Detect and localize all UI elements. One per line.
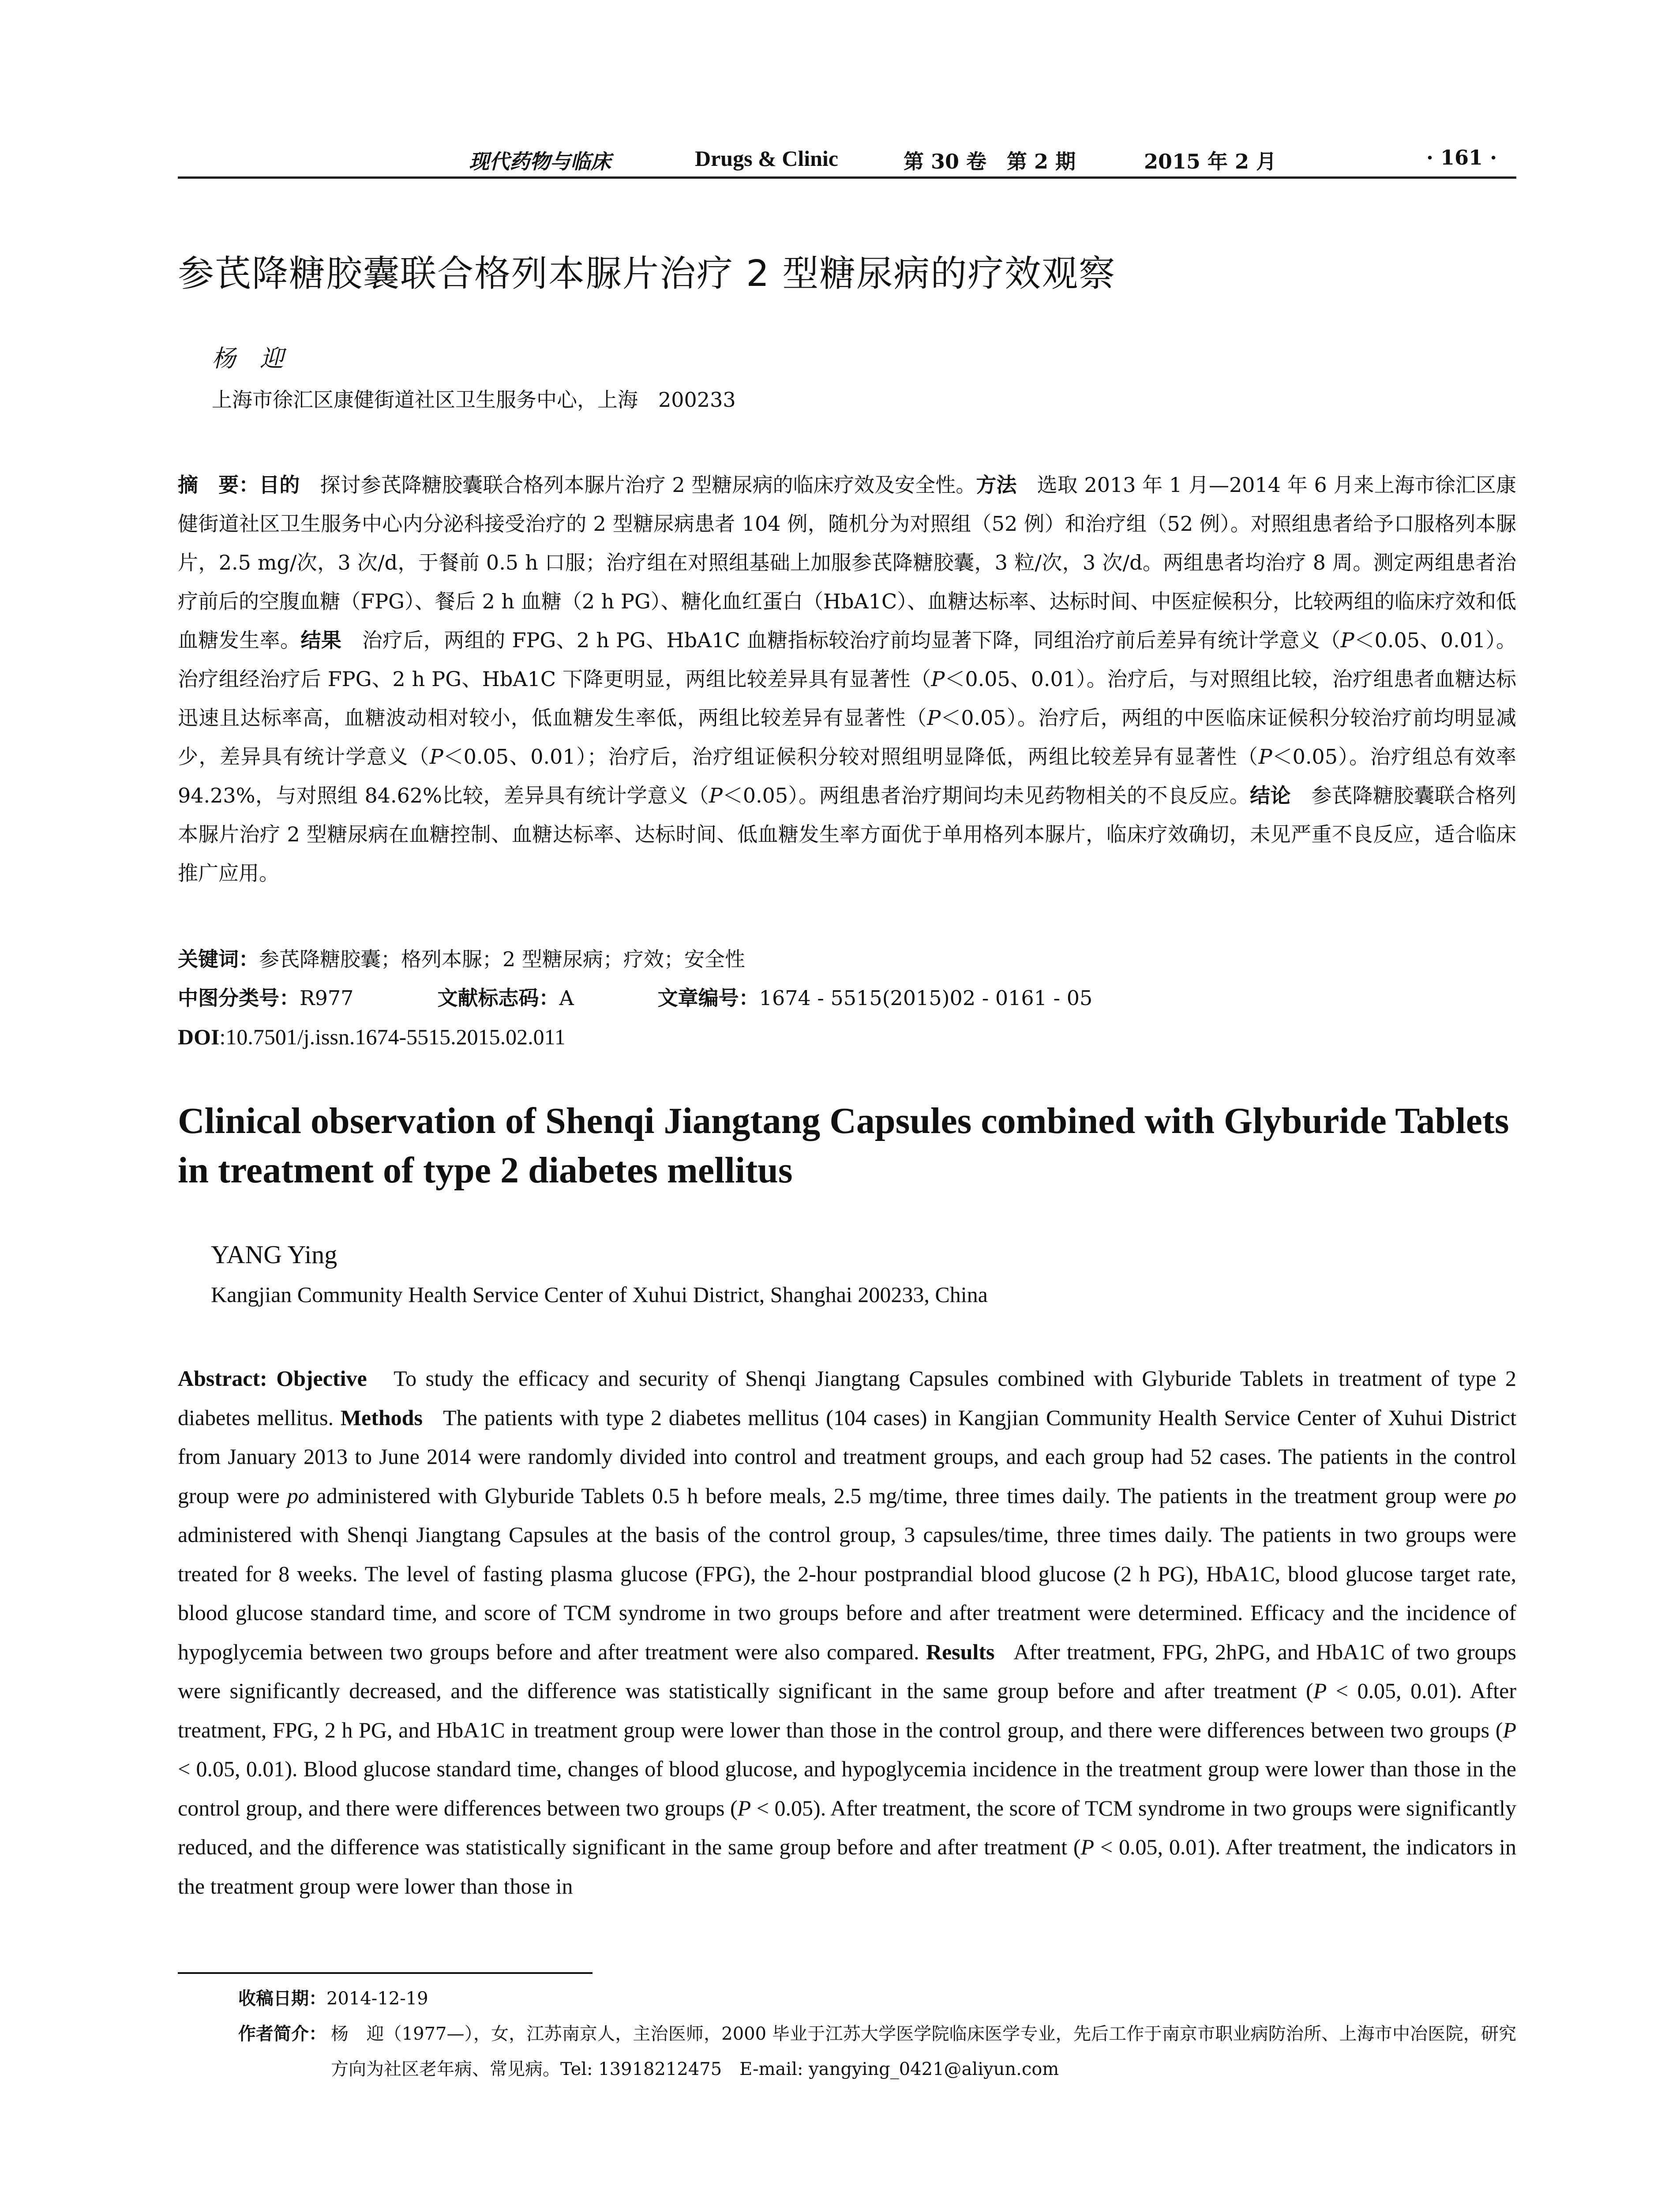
results-text-en: < 0.05). After treatment, the score of TCM syndrome in two groups were significantly reduced, and the difference was statistically significant in the same group before and after treatment (: [178, 1795, 1517, 1859]
running-header: [178, 140, 1516, 171]
author-bio-text: 杨 迎（1977—），女，江苏南京人，主治医师，2000 毕业于江苏大学医学院临床医学专业，先后工作于南京市职业病防治所、上海市中冶医院，研究方向为社区老年病、常见病。Tel: 13918212475 E-mail: yangying_0421@aliyun.com: [331, 2024, 1516, 2079]
p-symbol: P: [1258, 745, 1272, 769]
results-text-cn: ＜0.05、0.01）。治疗后，与对照组比较，治疗组患者血糖达标迅速且达标率高，血糖波动相对较小，低血糖发生率低，两组比较差异有显著性（: [178, 667, 1516, 730]
received-value: 2014-12-19: [326, 1988, 428, 2009]
article-title-cn: 参芪降糖胶囊联合格列本脲片治疗 2 型糖尿病的疗效观察: [178, 253, 1116, 295]
footnote-rule: [178, 1972, 592, 1974]
keywords-text: 参芪降糖胶囊；格列本脲；2 型糖尿病；疗效；安全性: [259, 947, 745, 971]
p-symbol: P: [931, 667, 945, 691]
keywords-label: 关键词：: [178, 947, 259, 971]
doi-line: [178, 1017, 1516, 1056]
author-name-cn: 杨迎: [212, 345, 308, 372]
objective-text-en: To study the efficacy and security of Shenqi Jiangtang Capsules combined with Glyburide Tablets in treatment of type 2 diabetes mellitus.: [178, 1366, 1517, 1430]
article-number-value: 1674 - 5515(2015)02 - 0161 - 05: [759, 986, 1093, 1010]
received-label: 收稿日期：: [238, 1988, 326, 2009]
conclusion-text-cn: 参芪降糖胶囊联合格列本脲片治疗 2 型糖尿病在血糖控制、血糖达标率、达标时间、低血糖发生率方面优于单用格列本脲片，临床疗效确切，未见严重不良反应，适合临床推广应用。: [178, 784, 1517, 885]
author-bio-label: 作者简介：: [238, 2024, 326, 2044]
journal-name-cn: 现代药物与临床: [469, 150, 611, 173]
results-text-en: After treatment, FPG, 2hPG, and HbA1C of two groups were significantly decreased, and the difference was statistically significant in the same group before and after treatment (: [178, 1639, 1516, 1703]
results-text-en: < 0.05, 0.01). After treatment, the indicators in the treatment group were lower than those in: [178, 1835, 1516, 1898]
p-symbol: P: [1503, 1717, 1516, 1742]
keywords-line: [178, 940, 1516, 979]
journal-name-en: Drugs & Clinic: [695, 146, 838, 171]
clc-label: 中图分类号：: [178, 986, 300, 1010]
results-text-cn: ＜0.05、0.01）；治疗后，治疗组证候积分较对照组明显降低，两组比较差异有显著性（: [443, 745, 1259, 769]
results-text-cn: ＜0.05、0.01）。治疗组经治疗后 FPG、2 h PG、HbA1C 下降更明显，两组比较差异具有显著性（: [178, 628, 1517, 691]
p-symbol: P: [709, 784, 723, 807]
clc-value: R977: [300, 986, 354, 1010]
p-symbol: P: [1313, 1678, 1327, 1703]
doi-value: :10.7501/j.issn.1674-5515.2015.02.011: [219, 1024, 566, 1049]
results-text-cn: ＜0.05）。两组患者治疗期间均未见药物相关的不良反应。: [722, 784, 1250, 807]
p-symbol: P: [1340, 628, 1354, 652]
abstract-cn: [178, 465, 1516, 893]
classification-line: [178, 979, 1516, 1017]
methods-text-en: The patients with type 2 diabetes mellitus (104 cases) in Kangjian Community Health Service Center of Xuhui District from January 2013 to June 2014 were randomly divided into control and treatment groups, and each group had 52 cases. The patients in the control group were: [178, 1405, 1516, 1508]
doc-code-value: A: [559, 986, 574, 1010]
abstract-label-cn: 摘 要：: [178, 473, 259, 497]
author-name-en: YANG Ying: [211, 1240, 338, 1269]
results-text-en: < 0.05, 0.01). After treatment, FPG, 2 h PG, and HbA1C in treatment group were lower than those in the control group, and there were differences between two groups (: [178, 1678, 1516, 1742]
objective-label-en: Objective: [276, 1366, 367, 1391]
conclusion-label-cn: 结论: [1250, 784, 1291, 807]
article-title-en: Clinical observation of Shenqi Jiangtang Capsules combined with Glyburide Tablets in treatment of type 2 diabetes mellitus: [178, 1100, 1509, 1191]
p-symbol: P: [927, 706, 941, 730]
methods-label-cn: 方法: [976, 473, 1017, 497]
results-text-cn: 治疗后，两组的 FPG、2 h PG、HbA1C 血糖指标较治疗前均显著下降，同组治疗前后差异有统计学意义（: [362, 628, 1341, 652]
methods-text-en: administered with Shenqi Jiangtang Capsules at the basis of the control group, 3 capsules/time, three times daily. The patients in two groups were treated for 8 weeks. The level of fasting plasma glucose (FPG), the 2-hour postprandial blood glucose (2 h PG), HbA1C, blood glucose target rate, blood glucose standard time, and score of TCM syndrome in two groups before and after treatment were determined. Efficacy and the incidence of hypoglycemia between two groups before and after treatment were also compared.: [178, 1522, 1516, 1664]
header-rule: [178, 176, 1516, 179]
results-text-cn: ＜0.05）。治疗组总有效率 94.23%，与对照组 84.62%比较，差异具有统计学意义（: [178, 745, 1517, 807]
volume-issue: 第 30 卷 第 2 期: [904, 150, 1076, 173]
methods-text-cn: 选取 2013 年 1 月—2014 年 6 月来上海市徐汇区康健街道社区卫生服务中心内分泌科接受治疗的 2 型糖尿病患者 104 例，随机分为对照组（52 例）和治疗组（52 例）。对照组患者给予口服格列本脲片，2.5 mg/次，3 次/d，于餐前 0.5 h 口服；治疗组在对照组基础上加服参芪降糖胶囊，3 粒/次，3 次/d。两组患者均治疗 8 周。测定两组患者治疗前后的空腹血糖（FPG）、餐后 2 h 血糖（2 h PG）、糖化血红蛋白（HbA1C）、血糖达标率、达标时间、中医症候积分，比较两组的临床疗效和低血糖发生率。: [178, 473, 1517, 652]
article-number-label: 文章编号：: [657, 986, 759, 1010]
p-symbol: P: [737, 1795, 751, 1820]
methods-label-en: Methods: [340, 1405, 423, 1430]
author-bio: [238, 2016, 1516, 2087]
results-text-en: < 0.05, 0.01). Blood glucose standard time, changes of blood glucose, and hypoglycemia incidence in the treatment group were lower than those in the control group, and there were differences between two groups (: [178, 1756, 1516, 1820]
po-abbrev: po: [287, 1483, 309, 1508]
objective-label-cn: 目的: [259, 473, 300, 497]
p-symbol: P: [429, 745, 443, 769]
doi-label: DOI: [178, 1024, 220, 1049]
affiliation-cn: 上海市徐汇区康健街道社区卫生服务中心，上海 200233: [212, 388, 736, 412]
results-text-cn: ＜0.05）。治疗后，两组的中医临床证候积分较治疗前均明显减少，差异具有统计学意义（: [178, 706, 1517, 769]
results-label-cn: 结果: [300, 628, 342, 652]
issue-date: 2015 年 2 月: [1144, 150, 1277, 173]
po-abbrev: po: [1494, 1483, 1516, 1508]
abstract-label-en: Abstract:: [178, 1366, 267, 1391]
affiliation-en: Kangjian Community Health Service Center of Xuhui District, Shanghai 200233, China: [211, 1282, 988, 1307]
p-symbol: P: [1080, 1835, 1095, 1859]
results-label-en: Results: [926, 1639, 995, 1664]
methods-text-en: administered with Glyburide Tablets 0.5 h before meals, 2.5 mg/time, three times daily. The patients in the treatment group were: [316, 1483, 1487, 1508]
doc-code-label: 文献标志码：: [437, 986, 559, 1010]
page-number: · 161 ·: [1426, 146, 1497, 169]
received-date: [238, 1981, 428, 2016]
objective-text-cn: 探讨参芪降糖胶囊联合格列本脲片治疗 2 型糖尿病的临床疗效及安全性。: [320, 473, 976, 497]
abstract-en: [178, 1359, 1516, 1906]
